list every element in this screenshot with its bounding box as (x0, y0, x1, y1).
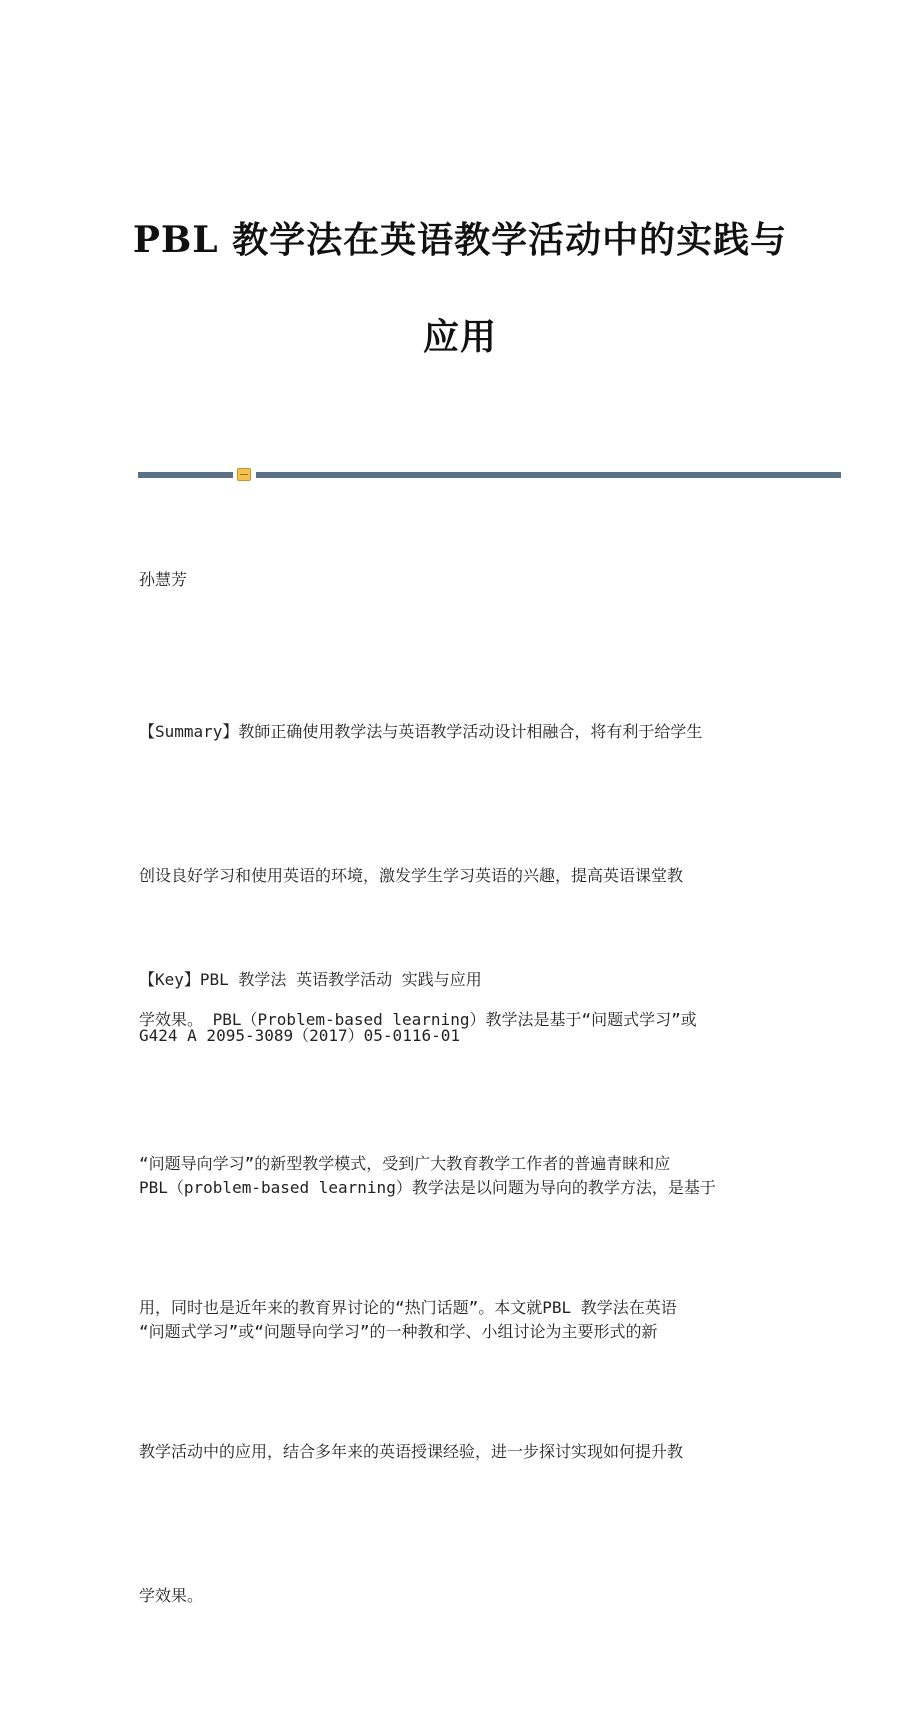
document-title-line-2: 应用 (422, 316, 497, 358)
divider-ornament-icon (237, 468, 251, 481)
keywords: 【Key】PBL 教学法 英语教学活动 实践与应用 (139, 970, 482, 989)
author-name: 孙慧芳 (139, 570, 188, 589)
body-line: PBL（problem-based learning）教学法是以问题为导向的教学方法，是基于 (139, 1178, 716, 1197)
summary-line: 教学活动中的应用，结合多年来的英语授课经验，进一步探讨实现如何提升教 (139, 1442, 684, 1461)
title-divider (138, 468, 841, 482)
summary-line: 学效果。 (139, 1586, 204, 1605)
classification-code: G424 A 2095-3089（2017）05-0116-01 (139, 1026, 460, 1045)
summary-line: 创设良好学习和使用英语的环境，激发学生学习英语的兴趣，提高英语课堂教 (139, 866, 684, 885)
summary-line: “问题导向学习”的新型教学模式，受到广大教育教学工作者的普遍青睐和应 (139, 1154, 671, 1173)
divider-bar-right (256, 472, 841, 478)
summary-line: 【Summary】教師正确使用教学法与英语教学活动设计相融合，将有利于给学生 (139, 722, 703, 741)
summary-line: 学效果。 PBL（Problem-based learning）教学法是基于“问题式学习”或 (139, 1010, 697, 1029)
divider-bar-left (138, 472, 233, 478)
body-line: “问题式学习”或“问题导向学习”的一种教和学、小组讨论为主要形式的新 (139, 1322, 658, 1341)
summary-line: 用，同时也是近年来的教育界讨论的“热门话题”。本文就PBL 教学法在英语 (139, 1298, 677, 1317)
body-paragraph (139, 1068, 789, 1452)
document-title-line-1: PBL 教学法在英语教学活动中的实践与 (132, 219, 788, 261)
